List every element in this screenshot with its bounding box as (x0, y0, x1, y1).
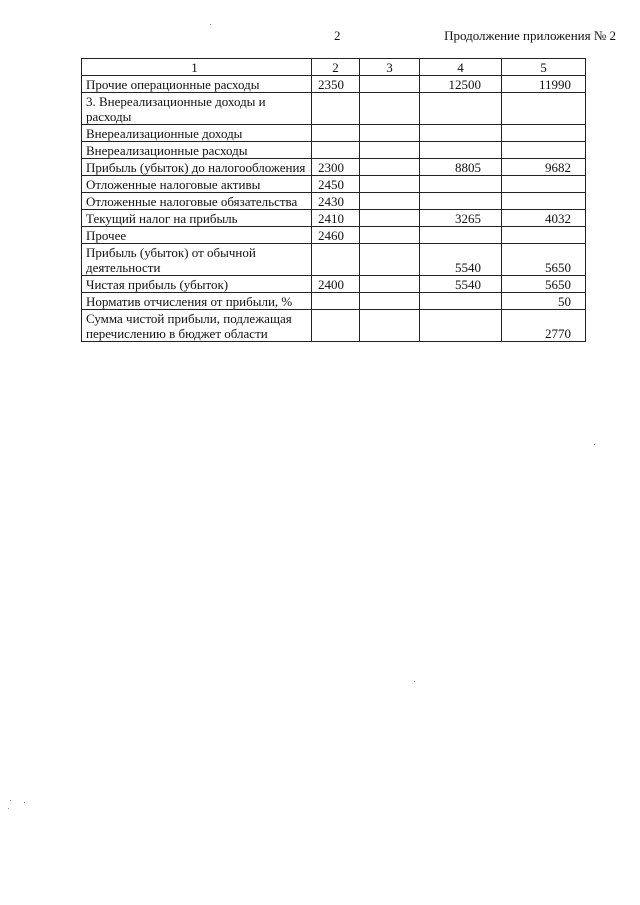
column-header-5: 5 (502, 59, 586, 76)
row-value-col5: 5650 (502, 244, 586, 276)
row-value-col3 (360, 176, 420, 193)
table-header-row (82, 59, 586, 76)
table-row (82, 244, 586, 276)
row-value-col4: 8805 (420, 159, 502, 176)
row-value-col5: 5650 (502, 276, 586, 293)
table-row (82, 159, 586, 176)
scan-speck (210, 24, 211, 25)
row-code (312, 93, 360, 125)
row-label: Отложенные налоговые обязательства (82, 193, 312, 210)
scan-speck (594, 444, 595, 445)
row-value-col3 (360, 125, 420, 142)
row-value-col4 (420, 193, 502, 210)
row-value-col3 (360, 93, 420, 125)
row-value-col5 (502, 193, 586, 210)
scan-speck (414, 681, 415, 682)
row-label: Прочее (82, 227, 312, 244)
row-label: Чистая прибыль (убыток) (82, 276, 312, 293)
row-code: 2300 (312, 159, 360, 176)
row-code (312, 310, 360, 342)
row-value-col5: 9682 (502, 159, 586, 176)
row-value-col4 (420, 93, 502, 125)
scan-speck (10, 800, 11, 801)
row-value-col5 (502, 142, 586, 159)
row-label: Прибыль (убыток) до налогообложения (82, 159, 312, 176)
table-row (82, 76, 586, 93)
row-value-col5 (502, 93, 586, 125)
row-code (312, 142, 360, 159)
scan-speck (8, 808, 9, 809)
row-label: Внереализационные расходы (82, 142, 312, 159)
scan-speck (24, 802, 25, 803)
row-code: 2460 (312, 227, 360, 244)
row-label: Сумма чистой прибыли, подлежащая перечислению в бюджет области (82, 310, 312, 342)
row-value-col5: 2770 (502, 310, 586, 342)
row-value-col3 (360, 193, 420, 210)
row-value-col4: 3265 (420, 210, 502, 227)
row-value-col3 (360, 244, 420, 276)
continuation-heading: Продолжение приложения № 2 (444, 28, 616, 43)
row-label: 3. Внереализационные доходы и расходы (82, 93, 312, 125)
row-code: 2410 (312, 210, 360, 227)
row-value-col4 (420, 125, 502, 142)
row-code: 2450 (312, 176, 360, 193)
row-value-col5 (502, 227, 586, 244)
row-code: 2350 (312, 76, 360, 93)
row-value-col4 (420, 227, 502, 244)
row-value-col5: 11990 (502, 76, 586, 93)
row-value-col3 (360, 142, 420, 159)
page-number: 2 (334, 28, 341, 43)
table-row (82, 193, 586, 210)
table-row (82, 93, 586, 125)
column-header-4: 4 (420, 59, 502, 76)
row-value-col5: 4032 (502, 210, 586, 227)
row-value-col3 (360, 210, 420, 227)
table-row (82, 293, 586, 310)
column-header-2: 2 (312, 59, 360, 76)
table-row (82, 227, 586, 244)
row-value-col4 (420, 310, 502, 342)
row-label: Норматив отчисления от прибыли, % (82, 293, 312, 310)
row-label: Отложенные налоговые активы (82, 176, 312, 193)
row-code (312, 125, 360, 142)
row-code: 2430 (312, 193, 360, 210)
row-label: Текущий налог на прибыль (82, 210, 312, 227)
row-value-col4 (420, 142, 502, 159)
table-row (82, 125, 586, 142)
row-value-col3 (360, 227, 420, 244)
row-label: Прочие операционные расходы (82, 76, 312, 93)
row-code: 2400 (312, 276, 360, 293)
income-table (81, 58, 586, 342)
row-value-col5 (502, 125, 586, 142)
row-value-col4: 5540 (420, 244, 502, 276)
row-value-col5: 50 (502, 293, 586, 310)
row-value-col4 (420, 293, 502, 310)
row-value-col5 (502, 176, 586, 193)
row-value-col4: 5540 (420, 276, 502, 293)
row-value-col3 (360, 159, 420, 176)
table-row (82, 276, 586, 293)
row-code (312, 293, 360, 310)
table-row (82, 176, 586, 193)
row-label: Внереализационные доходы (82, 125, 312, 142)
column-header-3: 3 (360, 59, 420, 76)
row-value-col4 (420, 176, 502, 193)
row-value-col3 (360, 76, 420, 93)
row-label: Прибыль (убыток) от обычной деятельности (82, 244, 312, 276)
table-row (82, 142, 586, 159)
table-row (82, 210, 586, 227)
row-value-col3 (360, 310, 420, 342)
row-value-col3 (360, 276, 420, 293)
row-value-col3 (360, 293, 420, 310)
column-header-1: 1 (82, 59, 312, 76)
table-row (82, 310, 586, 342)
row-code (312, 244, 360, 276)
row-value-col4: 12500 (420, 76, 502, 93)
